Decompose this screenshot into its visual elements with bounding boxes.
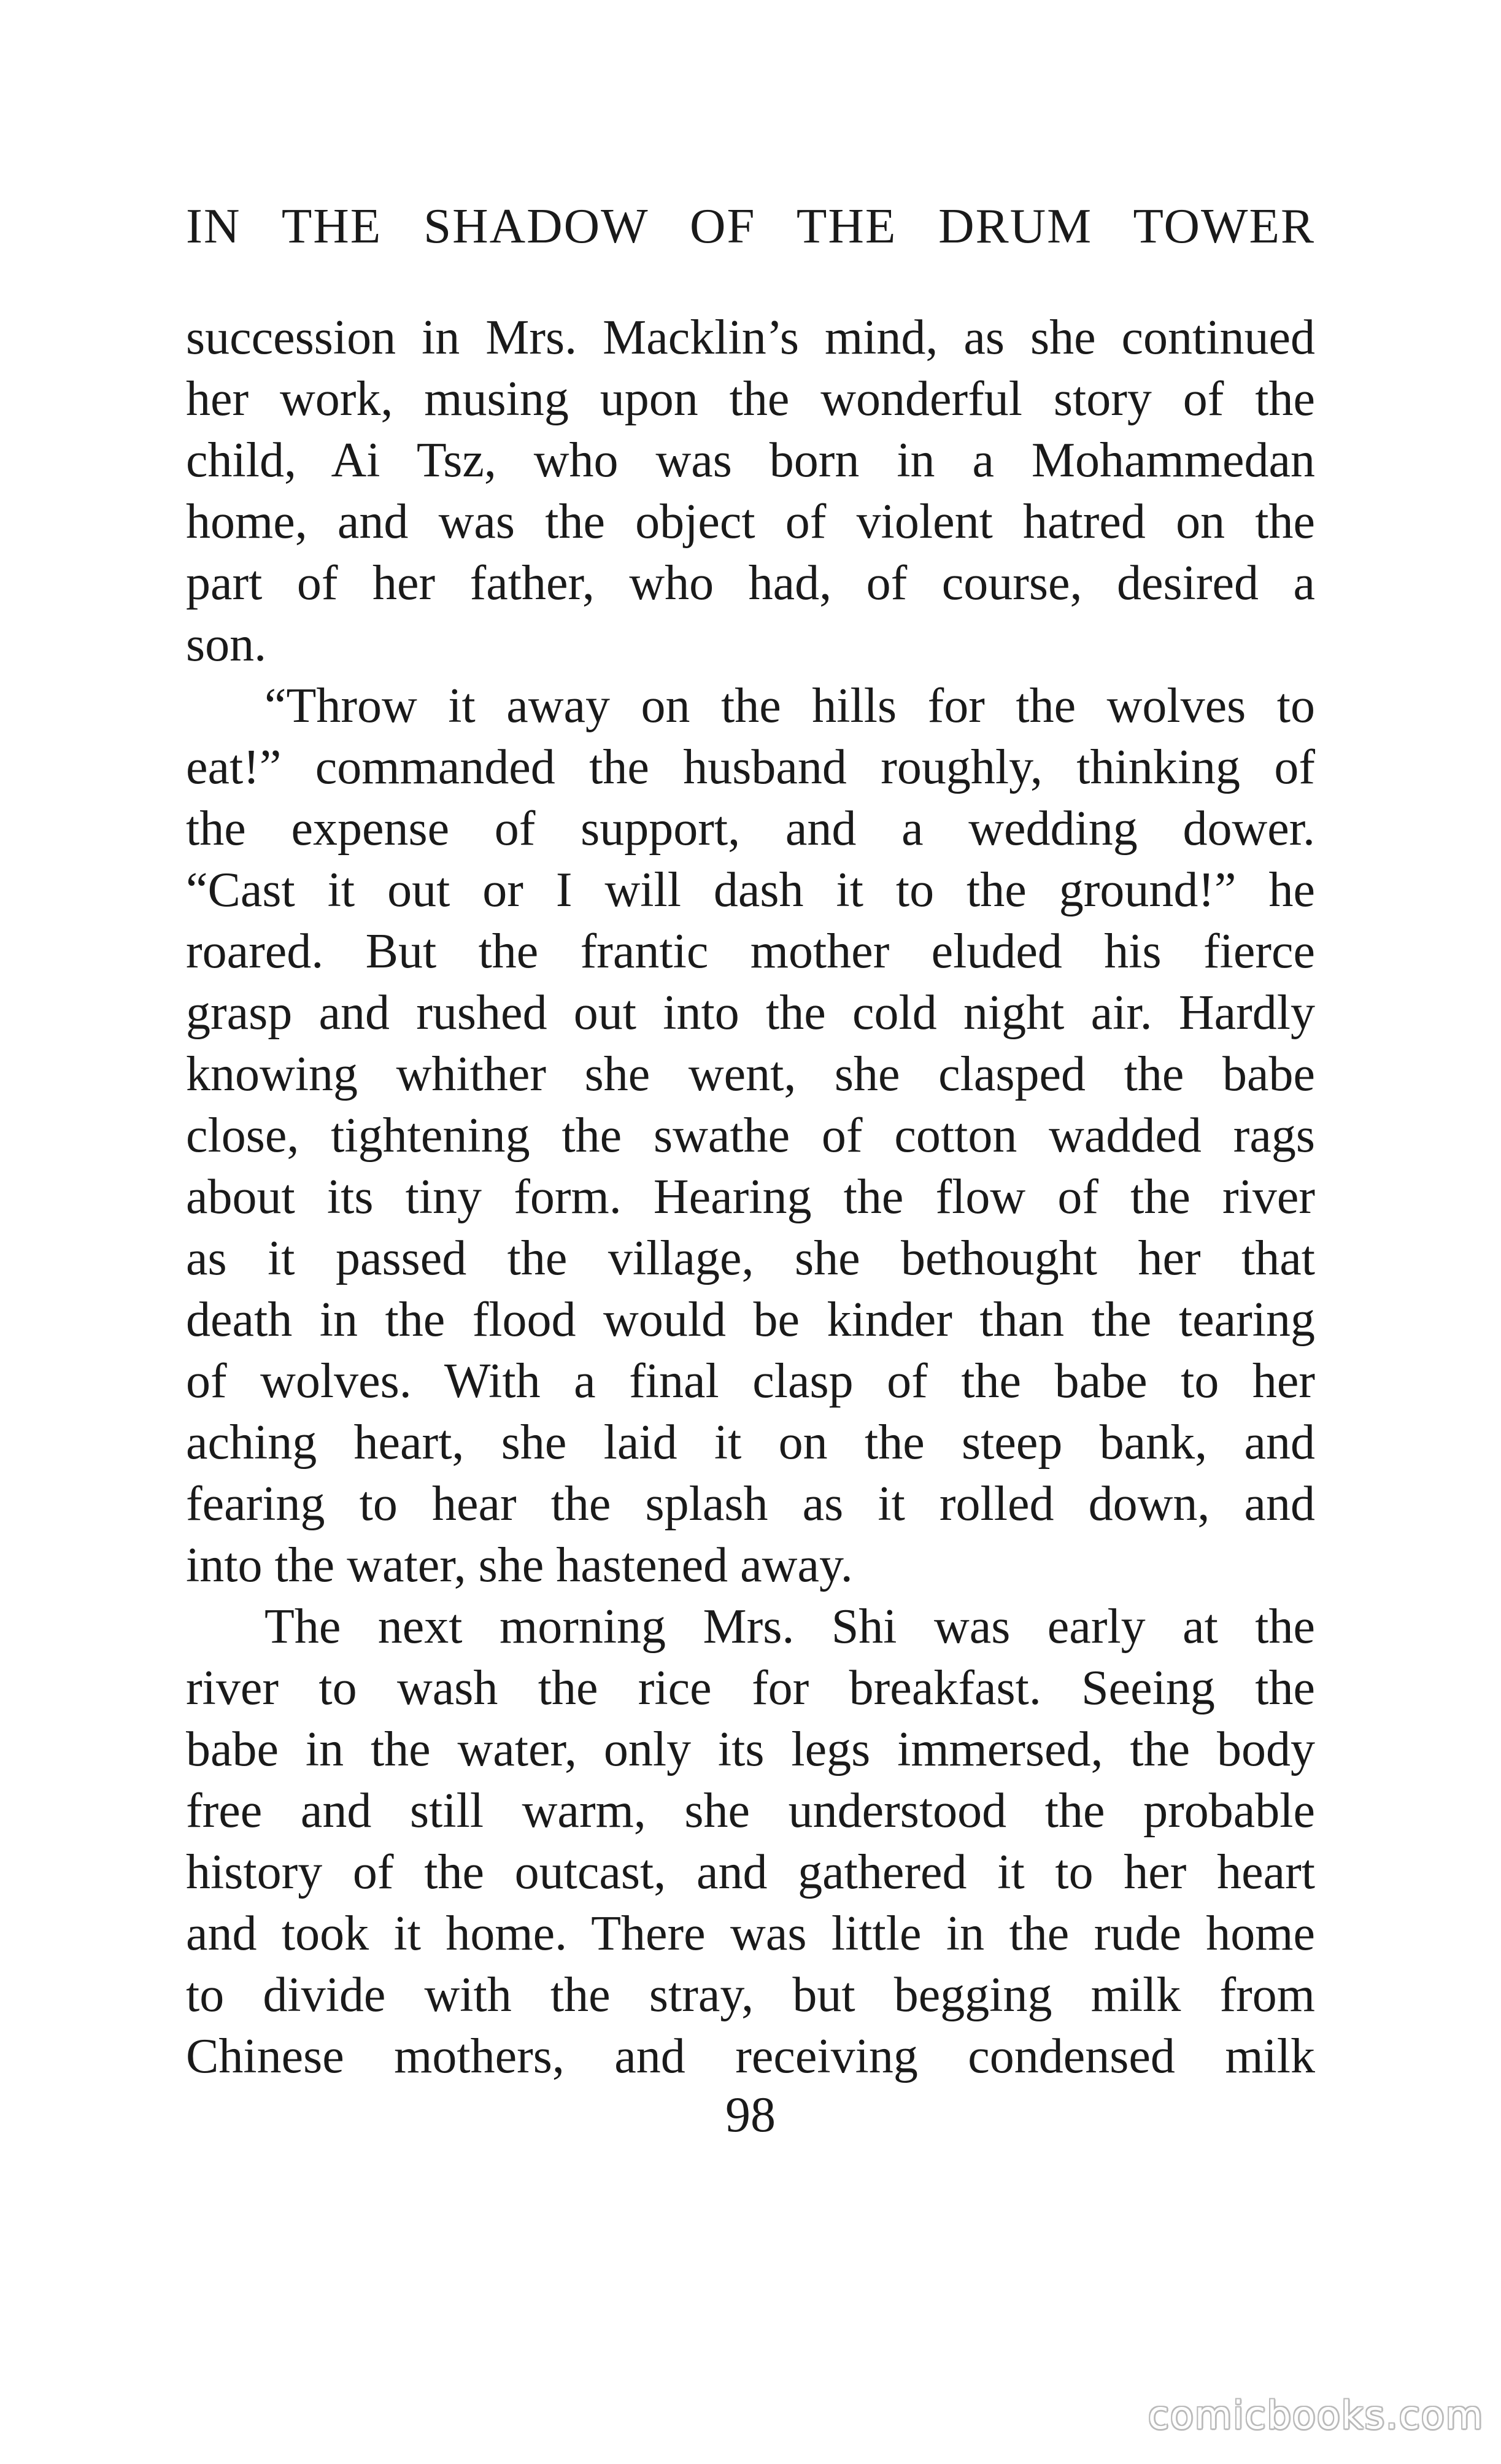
text-line: child, Ai Tsz, who was born in a Mohammedan: [186, 433, 1315, 487]
body-text: [186, 307, 1315, 2087]
text-line: as it passed the village, she bethought her that: [186, 1231, 1315, 1285]
text-line: aching heart, she laid it on the steep bank, and: [186, 1416, 1315, 1470]
paragraph-3: [186, 1596, 1315, 2087]
text-line: close, tightening the swathe of cotton wadded rags: [186, 1109, 1315, 1163]
text-line: eat!” commanded the husband roughly, thinking of: [186, 740, 1315, 794]
text-line: “Cast it out or I will dash it to the ground!” he: [186, 863, 1315, 917]
text-line: death in the flood would be kinder than the tearing: [186, 1293, 1315, 1347]
text-line: fearing to hear the splash as it rolled down, and: [186, 1477, 1315, 1531]
text-line: her work, musing upon the wonderful story of the: [186, 372, 1315, 426]
page-number: 98: [725, 2086, 776, 2142]
paragraph-2: [186, 675, 1315, 1596]
text-line: history of the outcast, and gathered it to her heart: [186, 1845, 1315, 1899]
text-line: babe in the water, only its legs immersed, the body: [186, 1722, 1315, 1776]
text-line: to divide with the stray, but begging milk from: [186, 1968, 1315, 2022]
text-line: of wolves. With a final clasp of the babe to her: [186, 1354, 1315, 1408]
text-line: home, and was the object of violent hatred on the: [186, 495, 1315, 549]
text-line: into the water, she hastened away.: [186, 1538, 853, 1592]
text-line: “Throw it away on the hills for the wolves to: [264, 679, 1315, 733]
text-line: knowing whither she went, she clasped the babe: [186, 1047, 1315, 1101]
paragraph-1: [186, 307, 1315, 675]
text-line: roared. But the frantic mother eluded his fierce: [186, 924, 1315, 978]
running-head: IN THE SHADOW OF THE DRUM TOWER: [186, 198, 1315, 254]
text-line: Chinese mothers, and receiving condensed milk: [186, 2029, 1315, 2083]
text-line: grasp and rushed out into the cold night air. Hardly: [186, 986, 1315, 1040]
watermark: comicbooks.com: [1148, 2393, 1484, 2438]
text-line: son.: [186, 618, 267, 672]
text-line: part of her father, who had, of course, desired a: [186, 556, 1315, 610]
text-line: The next morning Mrs. Shi was early at the: [264, 1600, 1315, 1654]
text-line: about its tiny form. Hearing the flow of the river: [186, 1170, 1315, 1224]
text-line: river to wash the rice for breakfast. Seeing the: [186, 1661, 1315, 1715]
text-line: free and still warm, she understood the probable: [186, 1784, 1315, 1838]
text-line: succession in Mrs. Macklin’s mind, as she continued: [186, 311, 1315, 365]
text-line: the expense of support, and a wedding dower.: [186, 802, 1315, 856]
text-line: and took it home. There was little in the rude home: [186, 1907, 1315, 1961]
